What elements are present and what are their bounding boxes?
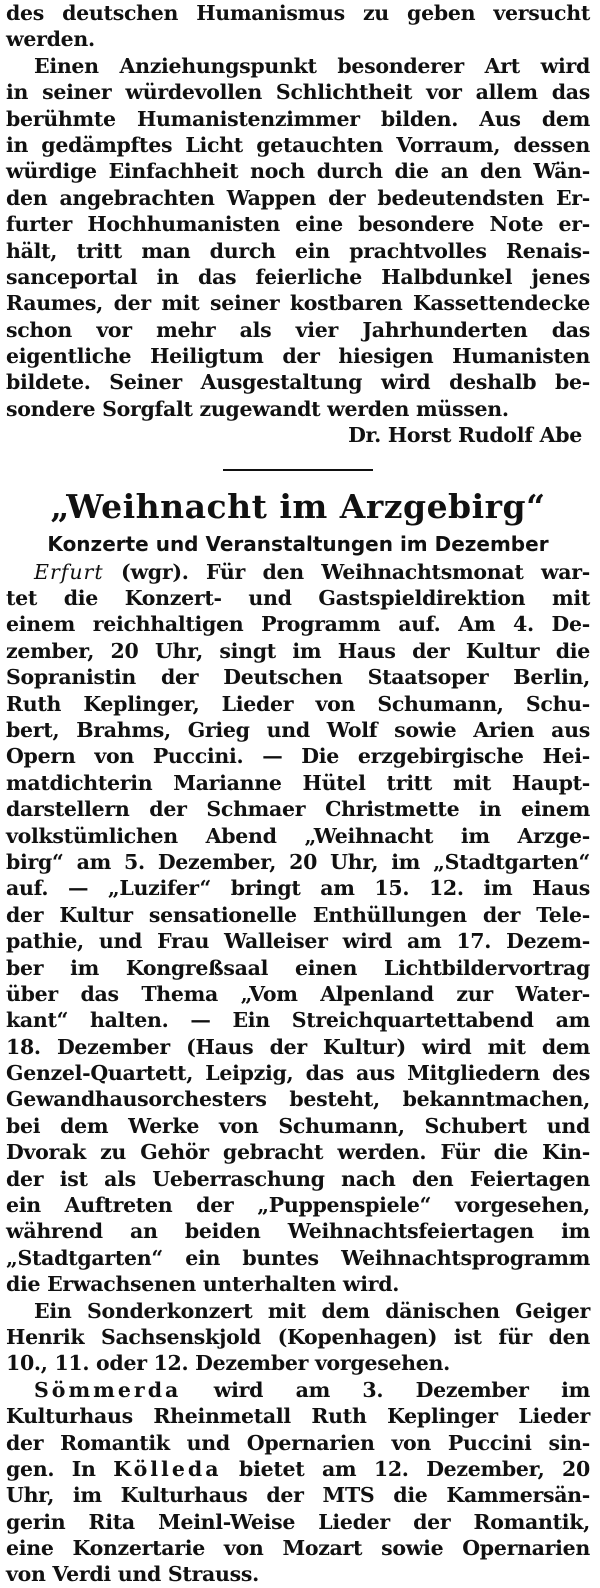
text-line: furter Hochhumanisten eine besondere Note er-: [6, 212, 590, 237]
text-line: birg“ am 5. Dezember, 20 Uhr, im „Stadtgarten“: [6, 849, 590, 874]
text-line: den angebrachten Wappen der bedeutendsten Er-: [6, 185, 590, 210]
text-line: matdichterin Marianne Hütel tritt mit Haupt-: [6, 770, 590, 795]
article-weihnacht: [6, 487, 590, 1588]
text-line: einem reichhaltigen Programm auf. Am 4. De-: [6, 612, 590, 637]
text-line: auf. — „Luzifer“ bringt am 15. 12. im Haus: [6, 876, 590, 901]
text-line: sanceportal in das feierliche Halbdunkel jenes: [6, 264, 590, 289]
text-line: Opern von Puccini. — Die erzgebirgische Hei-: [6, 744, 590, 769]
text-line: sondere Sorgfalt zugewandt werden müssen.: [6, 396, 509, 421]
text-line: bildete. Seiner Ausgestaltung wird deshalb be-: [6, 370, 590, 395]
text-line: hält, tritt man durch ein prachtvolles Renais-: [6, 238, 590, 263]
town-line: [6, 1377, 590, 1403]
text-line: ein Auftreten der „Puppenspiele“ vorgesehen,: [6, 1193, 590, 1218]
text-line: Dvorak zu Gehör gebracht werden. Für die Kin-: [6, 1140, 590, 1165]
text-line: von Verdi und Strauss.: [6, 1562, 259, 1587]
text-line: volkstümlichen Abend „Weihnacht im Arzge-: [6, 823, 590, 848]
text-line: bei dem Werke von Schumann, Schubert und: [6, 1113, 590, 1138]
dateline-text: (wgr). Für den Weihnachtsmonat war-: [103, 559, 590, 584]
section-divider: [223, 469, 373, 471]
text-line: während an beiden Weihnachtsfeiertagen im: [6, 1219, 590, 1244]
text-line: ber im Kongreßsaal einen Lichtbildervortrag: [6, 955, 590, 980]
article-humanism-end: [6, 0, 590, 449]
text-line: pathie, und Frau Walleiser wird am 17. Dezem-: [6, 929, 590, 954]
text-line: eine Konzertarie von Mozart sowie Opernarien: [6, 1536, 590, 1561]
text-line: Ein Sonderkonzert mit dem dänischen Geiger: [34, 1298, 590, 1323]
text-line: schon vor mehr als vier Jahrhunderten das: [6, 317, 590, 342]
town-line-text: wird am 3. Dezember im: [181, 1377, 590, 1402]
text-line: eigentliche Heiligtum der hiesigen Humanisten: [6, 344, 590, 369]
town-line-post: bietet am 12. Dezember, 20: [221, 1456, 590, 1481]
text-line: der ist als Ueberraschung nach den Feiertagen: [6, 1166, 590, 1191]
subheadline: Konzerte und Veranstaltungen im Dezember: [47, 531, 549, 556]
text-line: des deutschen Humanismus zu geben versucht: [6, 1, 590, 25]
text-line: „Stadtgarten“ ein buntes Weihnachtsprogramm: [6, 1245, 590, 1270]
text-line: Sopranistin der Deutschen Staatsoper Berlin,: [6, 665, 590, 690]
text-line: in gedämpftes Licht getauchten Vorraum, dessen: [6, 132, 590, 157]
dateline-line: [6, 559, 590, 585]
text-line: würdige Einfachheit noch durch die an den Wän-: [6, 159, 590, 184]
text-line: der Kultur sensationelle Enthüllungen der Tele-: [6, 902, 590, 927]
town-line-pre: gen. In: [6, 1456, 114, 1481]
town-name: Sömmerda: [34, 1377, 182, 1402]
town-name: Kölleda: [113, 1456, 222, 1481]
text-line: Gewandhausorchesters besteht, bekanntmachen,: [6, 1087, 590, 1112]
text-line: kant“ halten. — Ein Streichquartettabend am: [6, 1008, 590, 1033]
text-line: gerin Rita Meinl-Weise Lieder der Romantik,: [6, 1509, 590, 1534]
text-line: Uhr, im Kulturhaus der MTS die Kammersän-: [6, 1483, 590, 1508]
text-line: werden.: [6, 27, 95, 52]
text-line: Raumes, der mit seiner kostbaren Kassettendecke: [6, 291, 590, 316]
text-line: die Erwachsenen unterhalten wird.: [6, 1272, 400, 1297]
text-line: Kulturhaus Rheinmetall Ruth Keplinger Lieder: [6, 1404, 590, 1429]
text-line: berühmte Humanistenzimmer bilden. Aus dem: [6, 106, 590, 131]
text-line: darstellern der Schmaer Christmette in einem: [6, 797, 590, 822]
author-signature: Dr. Horst Rudolf Abe: [348, 423, 582, 448]
text-line: der Romantik und Opernarien von Puccini sin-: [6, 1430, 590, 1455]
dateline-place: Erfurt: [34, 559, 104, 584]
text-line: in seiner würdevollen Schlichtheit vor allem das: [6, 80, 590, 105]
text-line: über das Thema „Vom Alpenland zur Water-: [6, 981, 590, 1006]
text-line: Henrik Sachsenskjold (Kopenhagen) ist für den: [6, 1324, 590, 1349]
text-line: zember, 20 Uhr, singt im Haus der Kultur die: [6, 638, 590, 663]
text-line: bert, Brahms, Grieg und Wolf sowie Arien aus: [6, 717, 590, 742]
text-line: Genzel-Quartett, Leipzig, das aus Mitgliedern des: [6, 1061, 590, 1086]
text-line: 10., 11. oder 12. Dezember vorgesehen.: [6, 1351, 450, 1376]
headline: „Weihnacht im Arzgebirg“: [50, 486, 546, 526]
text-line: Ruth Keplinger, Lieder von Schumann, Schu-: [6, 691, 590, 716]
text-line: Einen Anziehungspunkt besonderer Art wird: [34, 53, 590, 78]
town-line: [6, 1456, 590, 1482]
text-line: 18. Dezember (Haus der Kultur) wird mit dem: [6, 1034, 590, 1059]
text-line: tet die Konzert- und Gastspieldirektion mit: [6, 586, 590, 611]
